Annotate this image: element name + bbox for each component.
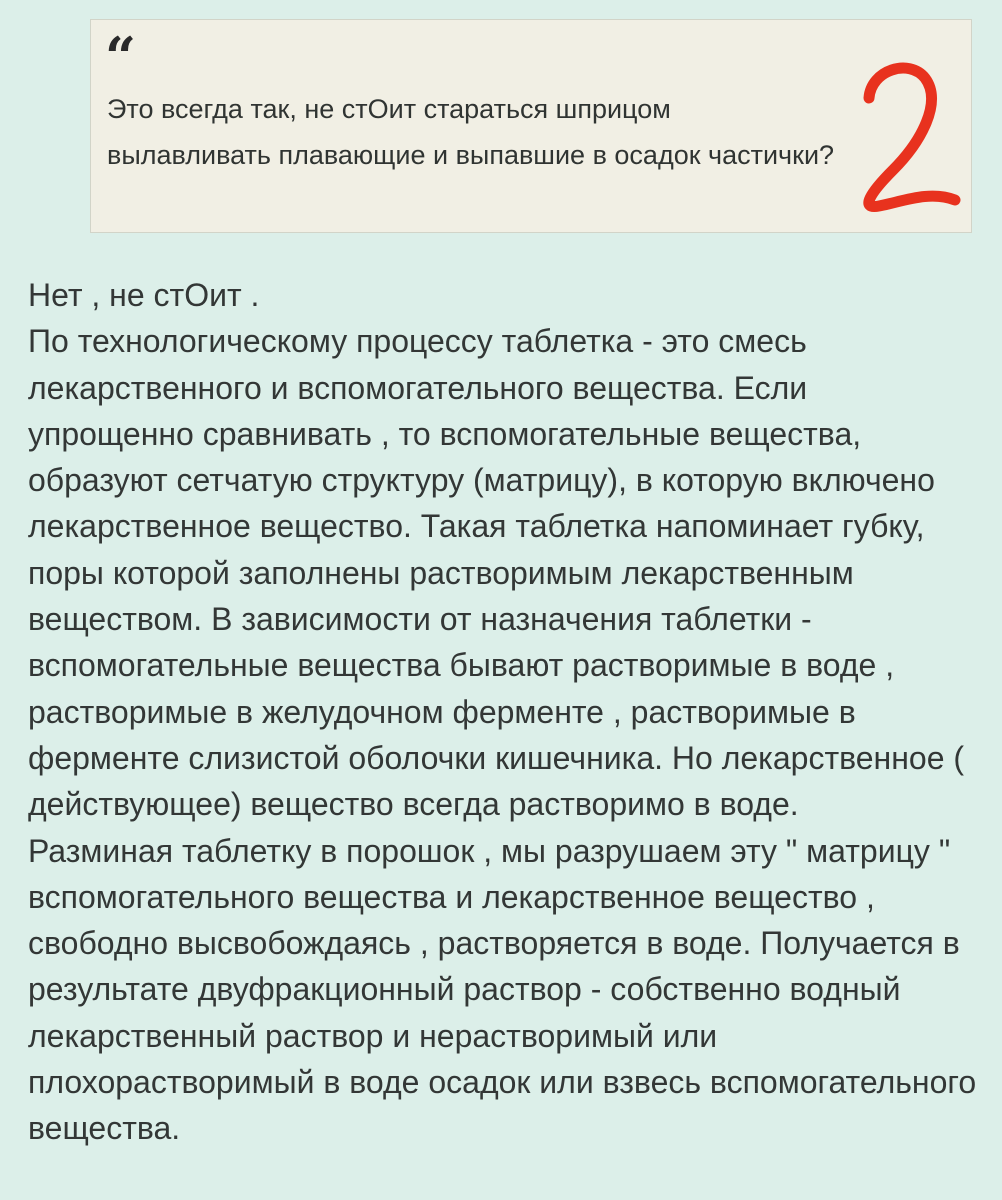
handwritten-number-badge bbox=[851, 50, 961, 220]
quote-text: Это всегда так, не стОит стараться шприцом вылавливать плавающие и выпавшие в осадок частички? bbox=[107, 94, 835, 170]
quote-open-icon: “ bbox=[105, 25, 134, 89]
answer-paragraph: Разминая таблетку в порошок , мы разрушаем эту " матрицу " вспомогательного вещества и лекарственное вещество , свободно высвобождаясь , растворяется в воде. Получается в результате двуфракционный раствор - собственно водный лекарственный раствор и нерастворимый или плохорастворимый в воде осадок или взвесь вспомогательного вещества. bbox=[28, 832, 977, 1147]
answer-paragraph: Нет , не стОит . bbox=[28, 277, 260, 313]
answer-text bbox=[28, 272, 978, 1152]
quote-block bbox=[90, 19, 972, 233]
answer-paragraph: По технологическому процессу таблетка - это смесь лекарственного и вспомогательного вещества. Если упрощенно сравнивать , то вспомогательные вещества, образуют сетчатую структуру (матрицу), в которую включено лекарственное вещество. Такая таблетка напоминает губку, поры которой заполнены растворимым лекарственным веществом. В зависимости от назначения таблетки - вспомогательные вещества бывают растворимые в воде , растворимые в желудочном ферменте , растворимые в ферменте слизистой оболочки кишечника. Но лекарственное ( действующее) вещество всегда растворимо в воде. bbox=[28, 323, 965, 823]
